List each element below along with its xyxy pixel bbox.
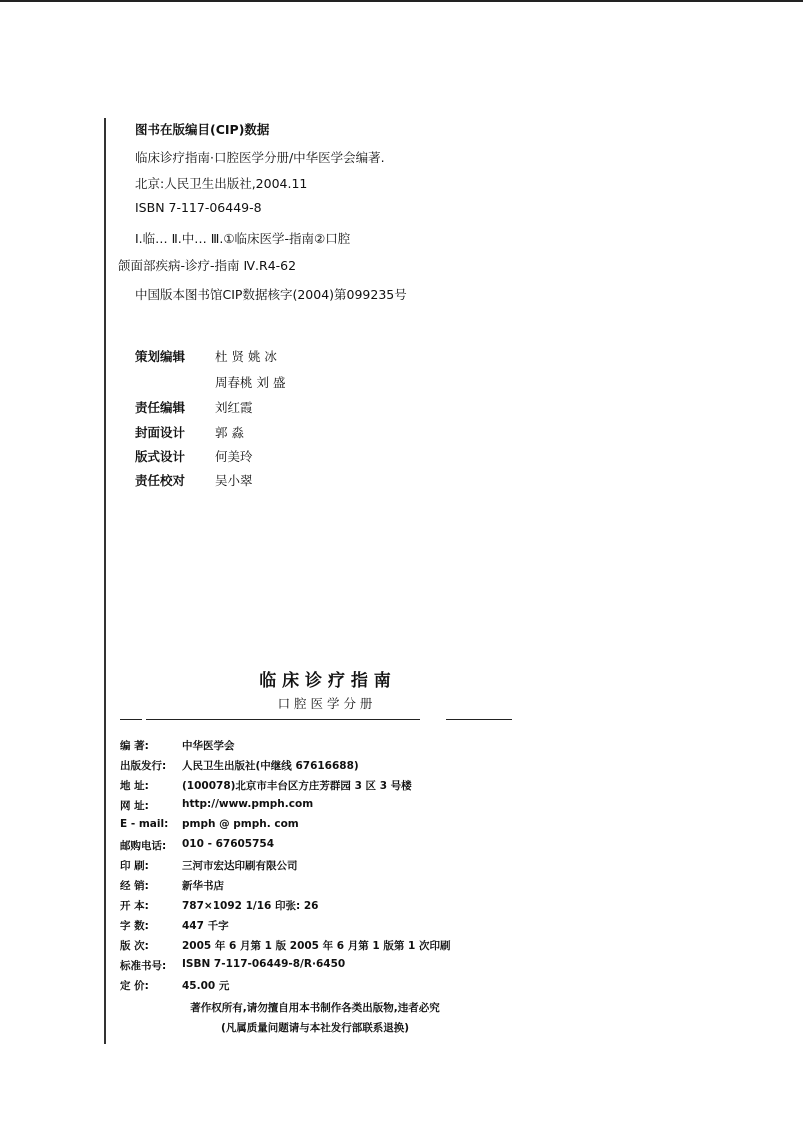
staff-value: 杜 贤 姚 冰 bbox=[215, 349, 277, 364]
staff-label: 责任校对 bbox=[135, 473, 186, 488]
info-value: 三河市宏达印刷有限公司 bbox=[182, 860, 298, 872]
cip-heading: 图书在版编目(CIP)数据 bbox=[135, 122, 270, 137]
staff-value: 周春桃 刘 盛 bbox=[215, 375, 286, 390]
info-label: 网 址: bbox=[120, 800, 149, 812]
info-label: 编 著: bbox=[120, 740, 149, 752]
info-label: 标准书号: bbox=[120, 960, 167, 972]
copyright-notice: 著作权所有,请勿擅自用本书制作各类出版物,违者必究 bbox=[190, 1002, 440, 1014]
cip-line: 临床诊疗指南·口腔医学分册/中华医学会编著. bbox=[135, 150, 385, 165]
info-label: 开 本: bbox=[120, 900, 149, 912]
return-notice: (凡属质量问题请与本社发行部联系退换) bbox=[220, 1022, 410, 1034]
info-value: 2005 年 6 月第 1 版 2005 年 6 月第 1 版第 1 次印刷 bbox=[182, 940, 451, 952]
staff-value: 刘红霞 bbox=[215, 400, 253, 415]
info-label: 地 址: bbox=[120, 780, 149, 792]
info-value: pmph @ pmph. com bbox=[182, 818, 299, 830]
cip-line: 颌面部疾病-诊疗-指南 Ⅳ.R4-62 bbox=[118, 258, 297, 273]
info-value: 010 - 67605754 bbox=[182, 838, 275, 850]
cip-line: Ⅰ.临… Ⅱ.中… Ⅲ.①临床医学-指南②口腔 bbox=[135, 231, 351, 246]
info-value: 中华医学会 bbox=[182, 740, 235, 752]
staff-value: 何美玲 bbox=[215, 449, 253, 464]
book-title: 临 床 诊 疗 指 南 bbox=[259, 671, 391, 691]
staff-label: 责任编辑 bbox=[135, 400, 186, 415]
info-value: 人民卫生出版社(中继线 67616688) bbox=[182, 760, 359, 772]
info-label: 印 刷: bbox=[120, 860, 149, 872]
cip-line: ISBN 7-117-06449-8 bbox=[135, 200, 262, 215]
info-value: 447 千字 bbox=[182, 920, 229, 932]
info-label: 经 销: bbox=[120, 880, 149, 892]
info-label: 字 数: bbox=[120, 920, 149, 932]
staff-label: 版式设计 bbox=[135, 449, 186, 464]
info-value: http://www.pmph.com bbox=[182, 798, 314, 810]
info-value: (100078)北京市丰台区方庄芳群园 3 区 3 号楼 bbox=[182, 780, 412, 792]
info-value: ISBN 7-117-06449-8/R·6450 bbox=[182, 958, 346, 970]
staff-label: 策划编辑 bbox=[135, 349, 186, 364]
cip-line: 中国版本图书馆CIP数据核字(2004)第099235号 bbox=[135, 287, 407, 302]
binding-line bbox=[104, 118, 106, 1044]
info-value: 新华书店 bbox=[182, 880, 224, 892]
divider bbox=[446, 719, 512, 720]
cip-line: 北京:人民卫生出版社,2004.11 bbox=[135, 176, 308, 191]
info-value: 45.00 元 bbox=[182, 980, 230, 992]
divider bbox=[146, 719, 420, 720]
info-label: 邮购电话: bbox=[120, 840, 167, 852]
staff-value: 郭 淼 bbox=[215, 425, 244, 440]
info-value: 787×1092 1/16 印张: 26 bbox=[182, 900, 319, 912]
info-label: E - mail: bbox=[120, 818, 169, 830]
info-label: 出版发行: bbox=[120, 760, 167, 772]
divider bbox=[120, 719, 142, 720]
top-border bbox=[0, 0, 803, 2]
staff-value: 吴小翠 bbox=[215, 473, 253, 488]
book-subtitle: 口 腔 医 学 分 册 bbox=[277, 696, 373, 711]
staff-label: 封面设计 bbox=[135, 425, 186, 440]
info-label: 定 价: bbox=[120, 980, 149, 992]
info-label: 版 次: bbox=[120, 940, 149, 952]
